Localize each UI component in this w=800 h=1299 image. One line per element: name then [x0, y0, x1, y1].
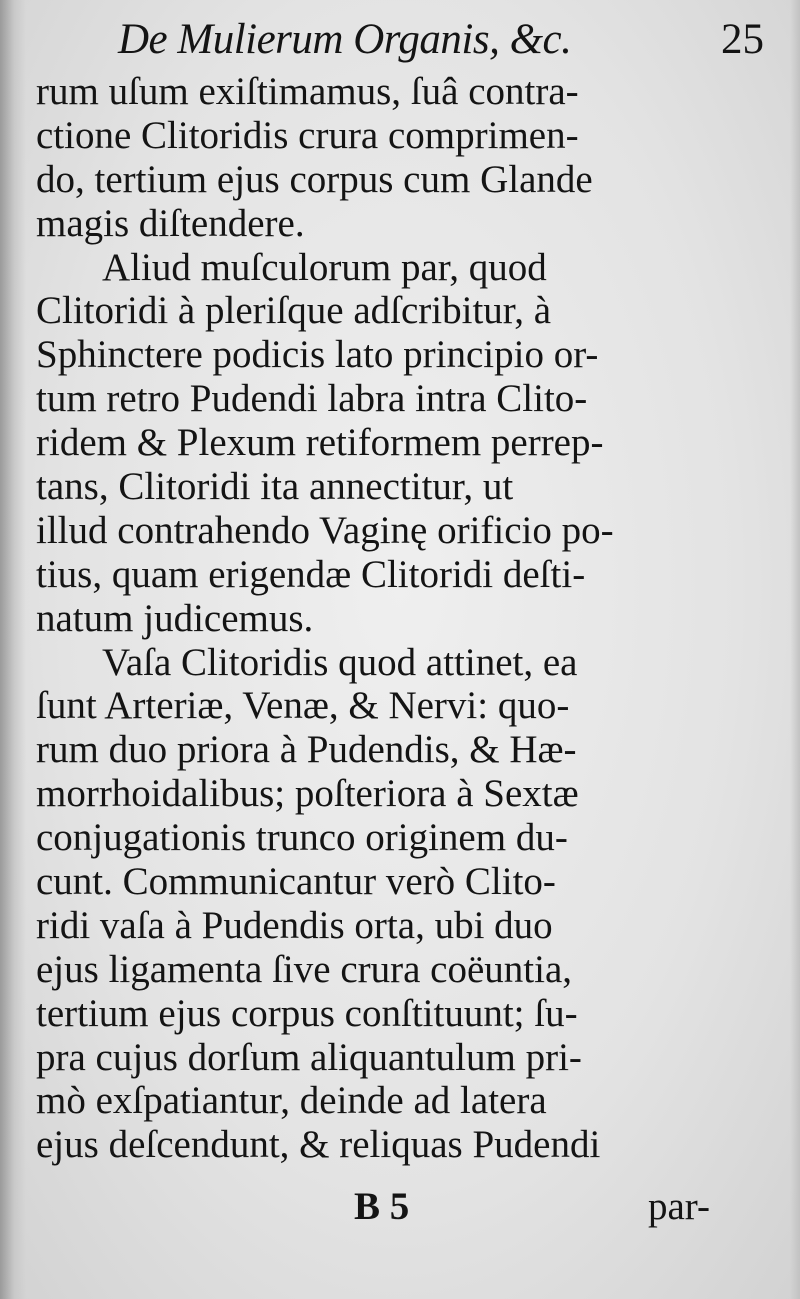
text-line: tum retro Pudendi labra intra Clito- [36, 377, 588, 421]
text-line: Sphinctere podicis lato principio or- [36, 333, 599, 377]
page-edge [790, 0, 800, 1299]
text-line: ejus ligamenta ſive crura coëuntia, [36, 947, 573, 991]
text-line: ridem & Plexum retiformem perrep- [36, 421, 604, 465]
signature-mark: B 5 [354, 1185, 410, 1228]
text-line: rum duo priora à Pudendis, & Hæ- [36, 728, 577, 772]
text-line: do, tertium ejus corpus cum Glande [36, 157, 593, 201]
text-line: tertium ejus corpus conſtituunt; ſu- [36, 991, 578, 1035]
text-line: tius, quam erigendæ Clitoridi deſti- [36, 552, 586, 596]
text-line: cunt. Communicantur verò Clito- [36, 860, 556, 904]
text-line: natum judicemus. [36, 596, 314, 640]
text-line: ridi vaſa à Pudendis orta, ubi duo [36, 903, 553, 947]
text-line: conjugationis trunco originem du- [36, 816, 568, 860]
paragraph-start-line: Aliud muſculorum par, quod [102, 245, 547, 289]
page-header [36, 10, 766, 70]
text-line: pra cujus dorſum aliquantulum pri- [36, 1035, 582, 1079]
spine-shadow [0, 0, 26, 1299]
text-line: ctione Clitoridis crura comprimen- [36, 113, 579, 157]
text-line: morrhoidalibus; poſteriora à Sextæ [36, 772, 579, 816]
text-line: magis diſtendere. [36, 201, 305, 245]
text-line: Clitoridi à pleriſque adſcribitur, à [36, 289, 552, 333]
page-footer [36, 1183, 736, 1231]
text-line: ejus deſcendunt, & reliquas Pudendi [36, 1123, 601, 1167]
text-line: tans, Clitoridi ita annectitur, ut [36, 465, 514, 509]
text-line: mò exſpatiantur, deinde ad latera [36, 1079, 547, 1123]
text-line: illud contrahendo Vaginę orificio po- [36, 508, 614, 552]
page-number: 25 [721, 16, 764, 63]
paragraph-start-line: Vaſa Clitoridis quod attinet, ea [102, 640, 578, 684]
text-line: rum uſum exiſtimamus, ſuâ contra- [36, 70, 579, 113]
catchword: par- [648, 1185, 711, 1228]
body-text [36, 70, 724, 1167]
running-title: De Mulierum Organis, &c. [118, 16, 572, 63]
text-line: ſunt Arteriæ, Venæ, & Nervi: quo- [36, 684, 570, 728]
